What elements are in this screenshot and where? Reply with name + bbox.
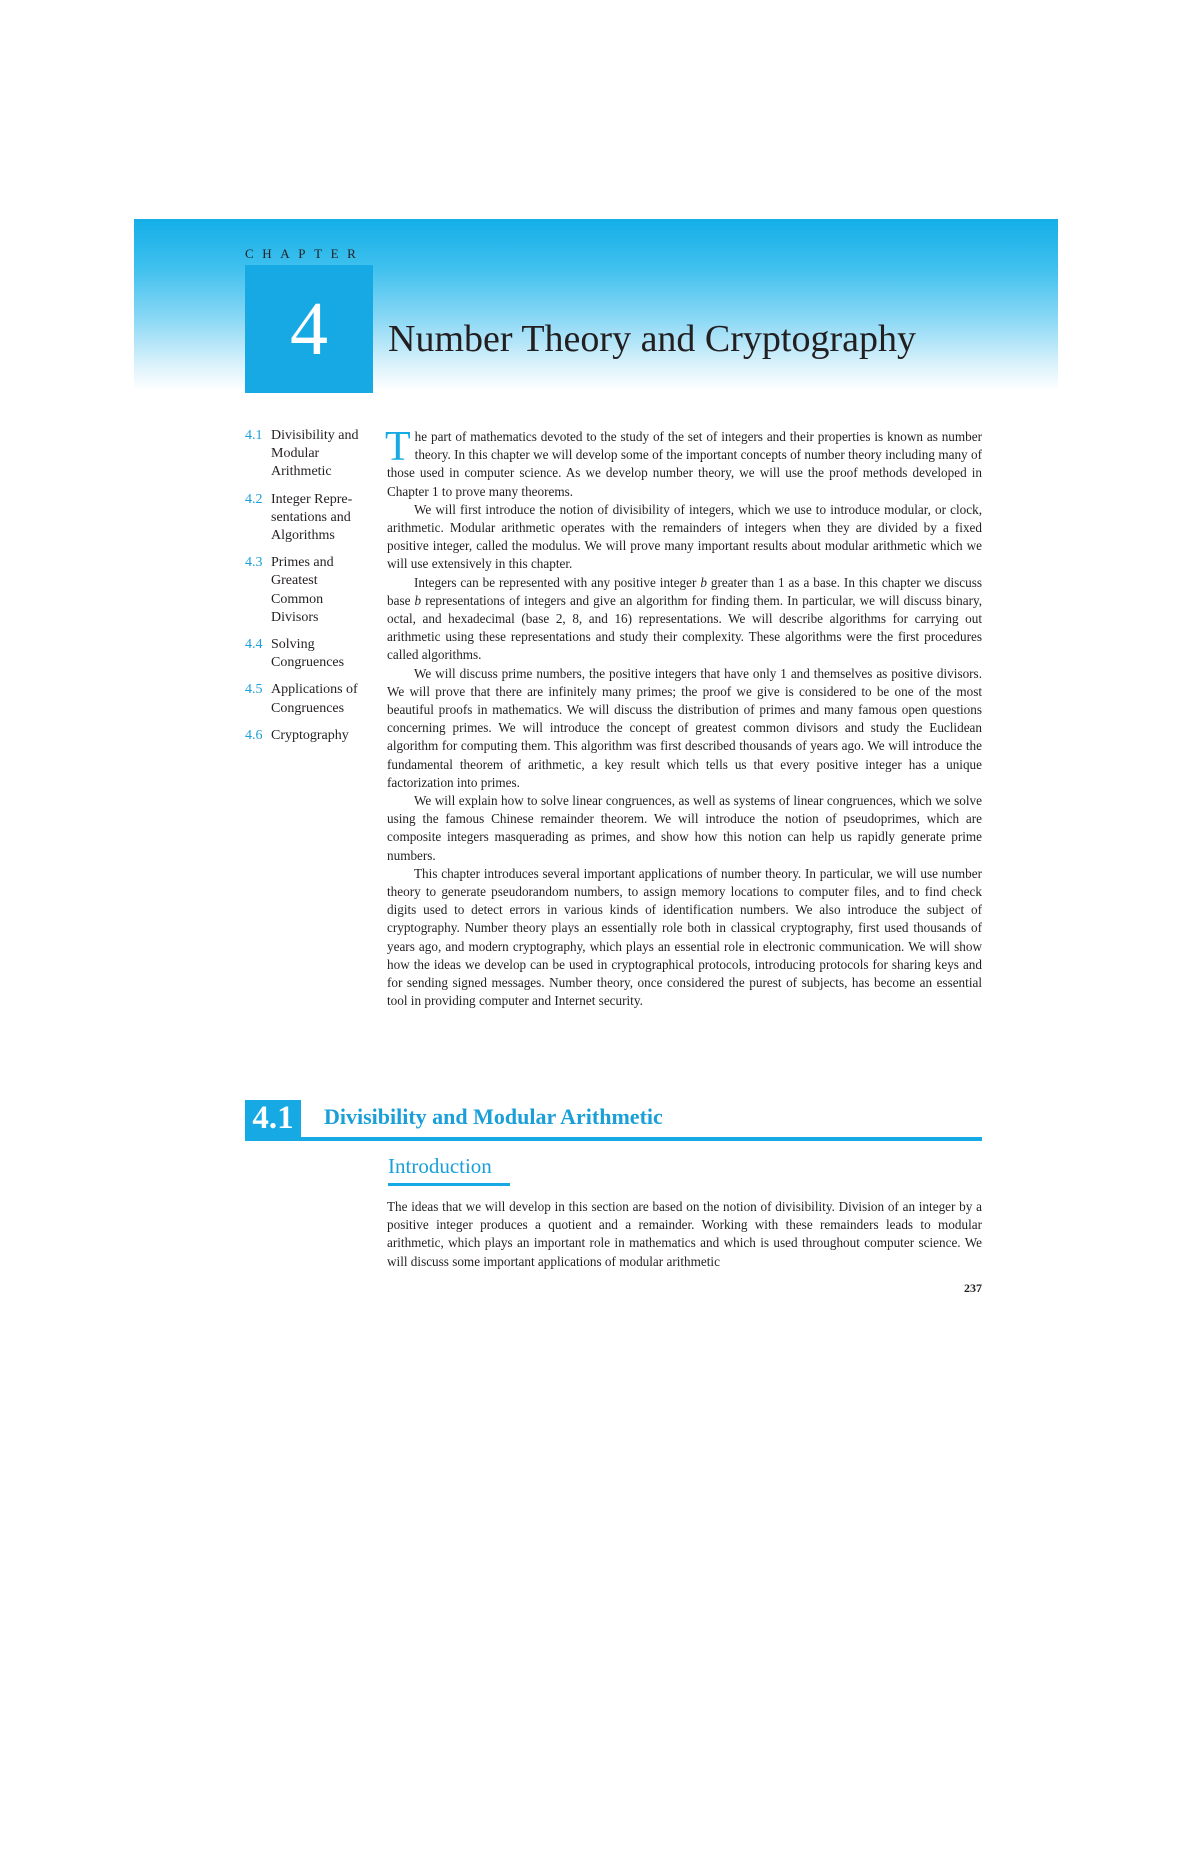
subsection-title: Introduction xyxy=(388,1154,492,1178)
toc-item-title: Cryptography xyxy=(271,727,349,743)
toc-item xyxy=(245,727,370,745)
drop-cap: T xyxy=(385,424,411,470)
intro-text-run: Integers can be represented with any positive integer xyxy=(414,574,701,590)
toc-item-title: Divisibility and Modular Arithmetic xyxy=(271,428,359,480)
intro-paragraph: We will discuss prime numbers, the positive integers that have only 1 and themselves as positive divisors. We will prove that there are infinitely many primes; the proof we give is considered to be one of the most beautiful proofs in mathematics. We will discuss the distribution of primes and many famous open questions concerning primes. We will introduce the concept of greatest common divisors and study the Euclidean algorithm for computing them. This algorithm was first described thousands of years ago. We will introduce the fundamental theorem of arithmetic, a key result which tells us that every positive integer has a unique factorization into primes. xyxy=(387,665,982,790)
section-paragraph: The ideas that we will develop in this section are based on the notion of divisibility. Division of an integer by a positive integer produces a quotient and a remainder. Working with these remainders leads to modular arithmetic, which plays an important role in mathematics and which is used throughout computer science. We will discuss some important applications of modular arithmetic xyxy=(387,1199,982,1269)
intro-paragraph: We will first introduce the notion of divisibility of integers, which we use to introduce modular, or clock, arithmetic. Modular arithmetic operates with the remainders of integers when they are divided by a fixed positive integer, called the modulus. We will prove many important results about modular arithmetic which we will use extensively in this chapter. xyxy=(387,501,982,572)
toc-item-title: Solving Congruences xyxy=(271,637,345,671)
section-number-box: 4.1 xyxy=(245,1100,301,1137)
toc-item xyxy=(245,554,370,627)
chapter-number-box: 4 xyxy=(245,265,373,393)
page-number: 237 xyxy=(964,1281,982,1295)
toc-item xyxy=(245,491,370,546)
intro-paragraph: We will explain how to solve linear congruences, as well as systems of linear congruences, which we solve using the famous Chinese remainder theorem. We will introduce the notion of pseudoprimes, which are composite integers masquerading as primes, and show how this notion can help us rapidly generate prime numbers. xyxy=(387,793,982,863)
math-variable: b xyxy=(414,592,422,608)
toc-item-number: 4.6 xyxy=(245,727,263,743)
toc-item-number: 4.5 xyxy=(245,682,263,698)
toc-item-title: Primes and Greatest Common Divisors xyxy=(271,555,334,625)
toc-item-number: 4.4 xyxy=(245,637,263,653)
section-title: Divisibility and Modular Arithmetic xyxy=(324,1104,663,1129)
toc-item-title: Integer Repre-sentations and Algorithms xyxy=(271,491,353,544)
intro-paragraph: This chapter introduces several important applications of number theory. In particular, we will use number theory to generate pseudorandom numbers, to assign memory locations to computer files, and to find check digits used to detect errors in various kinds of identification numbers. We also introduce the subject of cryptography. Number theory plays an essentially role both in classical cryptography, first used thousands of years ago, and modern cryptography, which plays an essential role in electronic communication. We will show how the ideas we develop can be used in cryptographical protocols, introducing protocols for sharing keys and for sending signed messages. Number theory, once considered the purest of subjects, has become an essential tool in providing computer and Internet security. xyxy=(387,865,982,1009)
chapter-contents xyxy=(245,427,370,754)
toc-item xyxy=(245,427,370,482)
toc-item-title: Applications of Congruences xyxy=(271,682,358,716)
subsection-rule xyxy=(388,1183,510,1186)
toc-item-number: 4.2 xyxy=(245,491,263,507)
intro-paragraph xyxy=(387,574,982,665)
chapter-label: CHAPTER xyxy=(245,246,365,261)
intro-text-run: greater than 1 as a base. In this chapter we discuss base xyxy=(387,574,982,608)
chapter-title: Number Theory and Cryptography xyxy=(388,318,917,360)
toc-item-number: 4.3 xyxy=(245,555,263,571)
intro-paragraph xyxy=(385,424,982,501)
toc-item xyxy=(245,636,370,672)
math-variable: b xyxy=(700,574,707,590)
toc-item xyxy=(245,681,370,717)
intro-paragraph-text: he part of mathematics devoted to the study of the set of integers and their properties is known as number theory. In this chapter we will develop some of the important concepts of number theory including many of those used in computer science. As we develop number theory, we will use the proof methods developed in Chapter 1 to prove many theorems. xyxy=(387,429,982,499)
intro-text-run: representations of integers and give an algorithm for finding them. In particular, we will discuss binary, octal, and hexadecimal (base 2, 8, and 16) representations. We will describe algorithms for carrying out arithmetic using these representations and study their complexity. These algorithms were the first procedures called algorithms. xyxy=(387,592,982,663)
chapter-introduction xyxy=(385,424,982,1011)
toc-item-number: 4.1 xyxy=(245,428,263,443)
section-rule xyxy=(245,1137,982,1141)
